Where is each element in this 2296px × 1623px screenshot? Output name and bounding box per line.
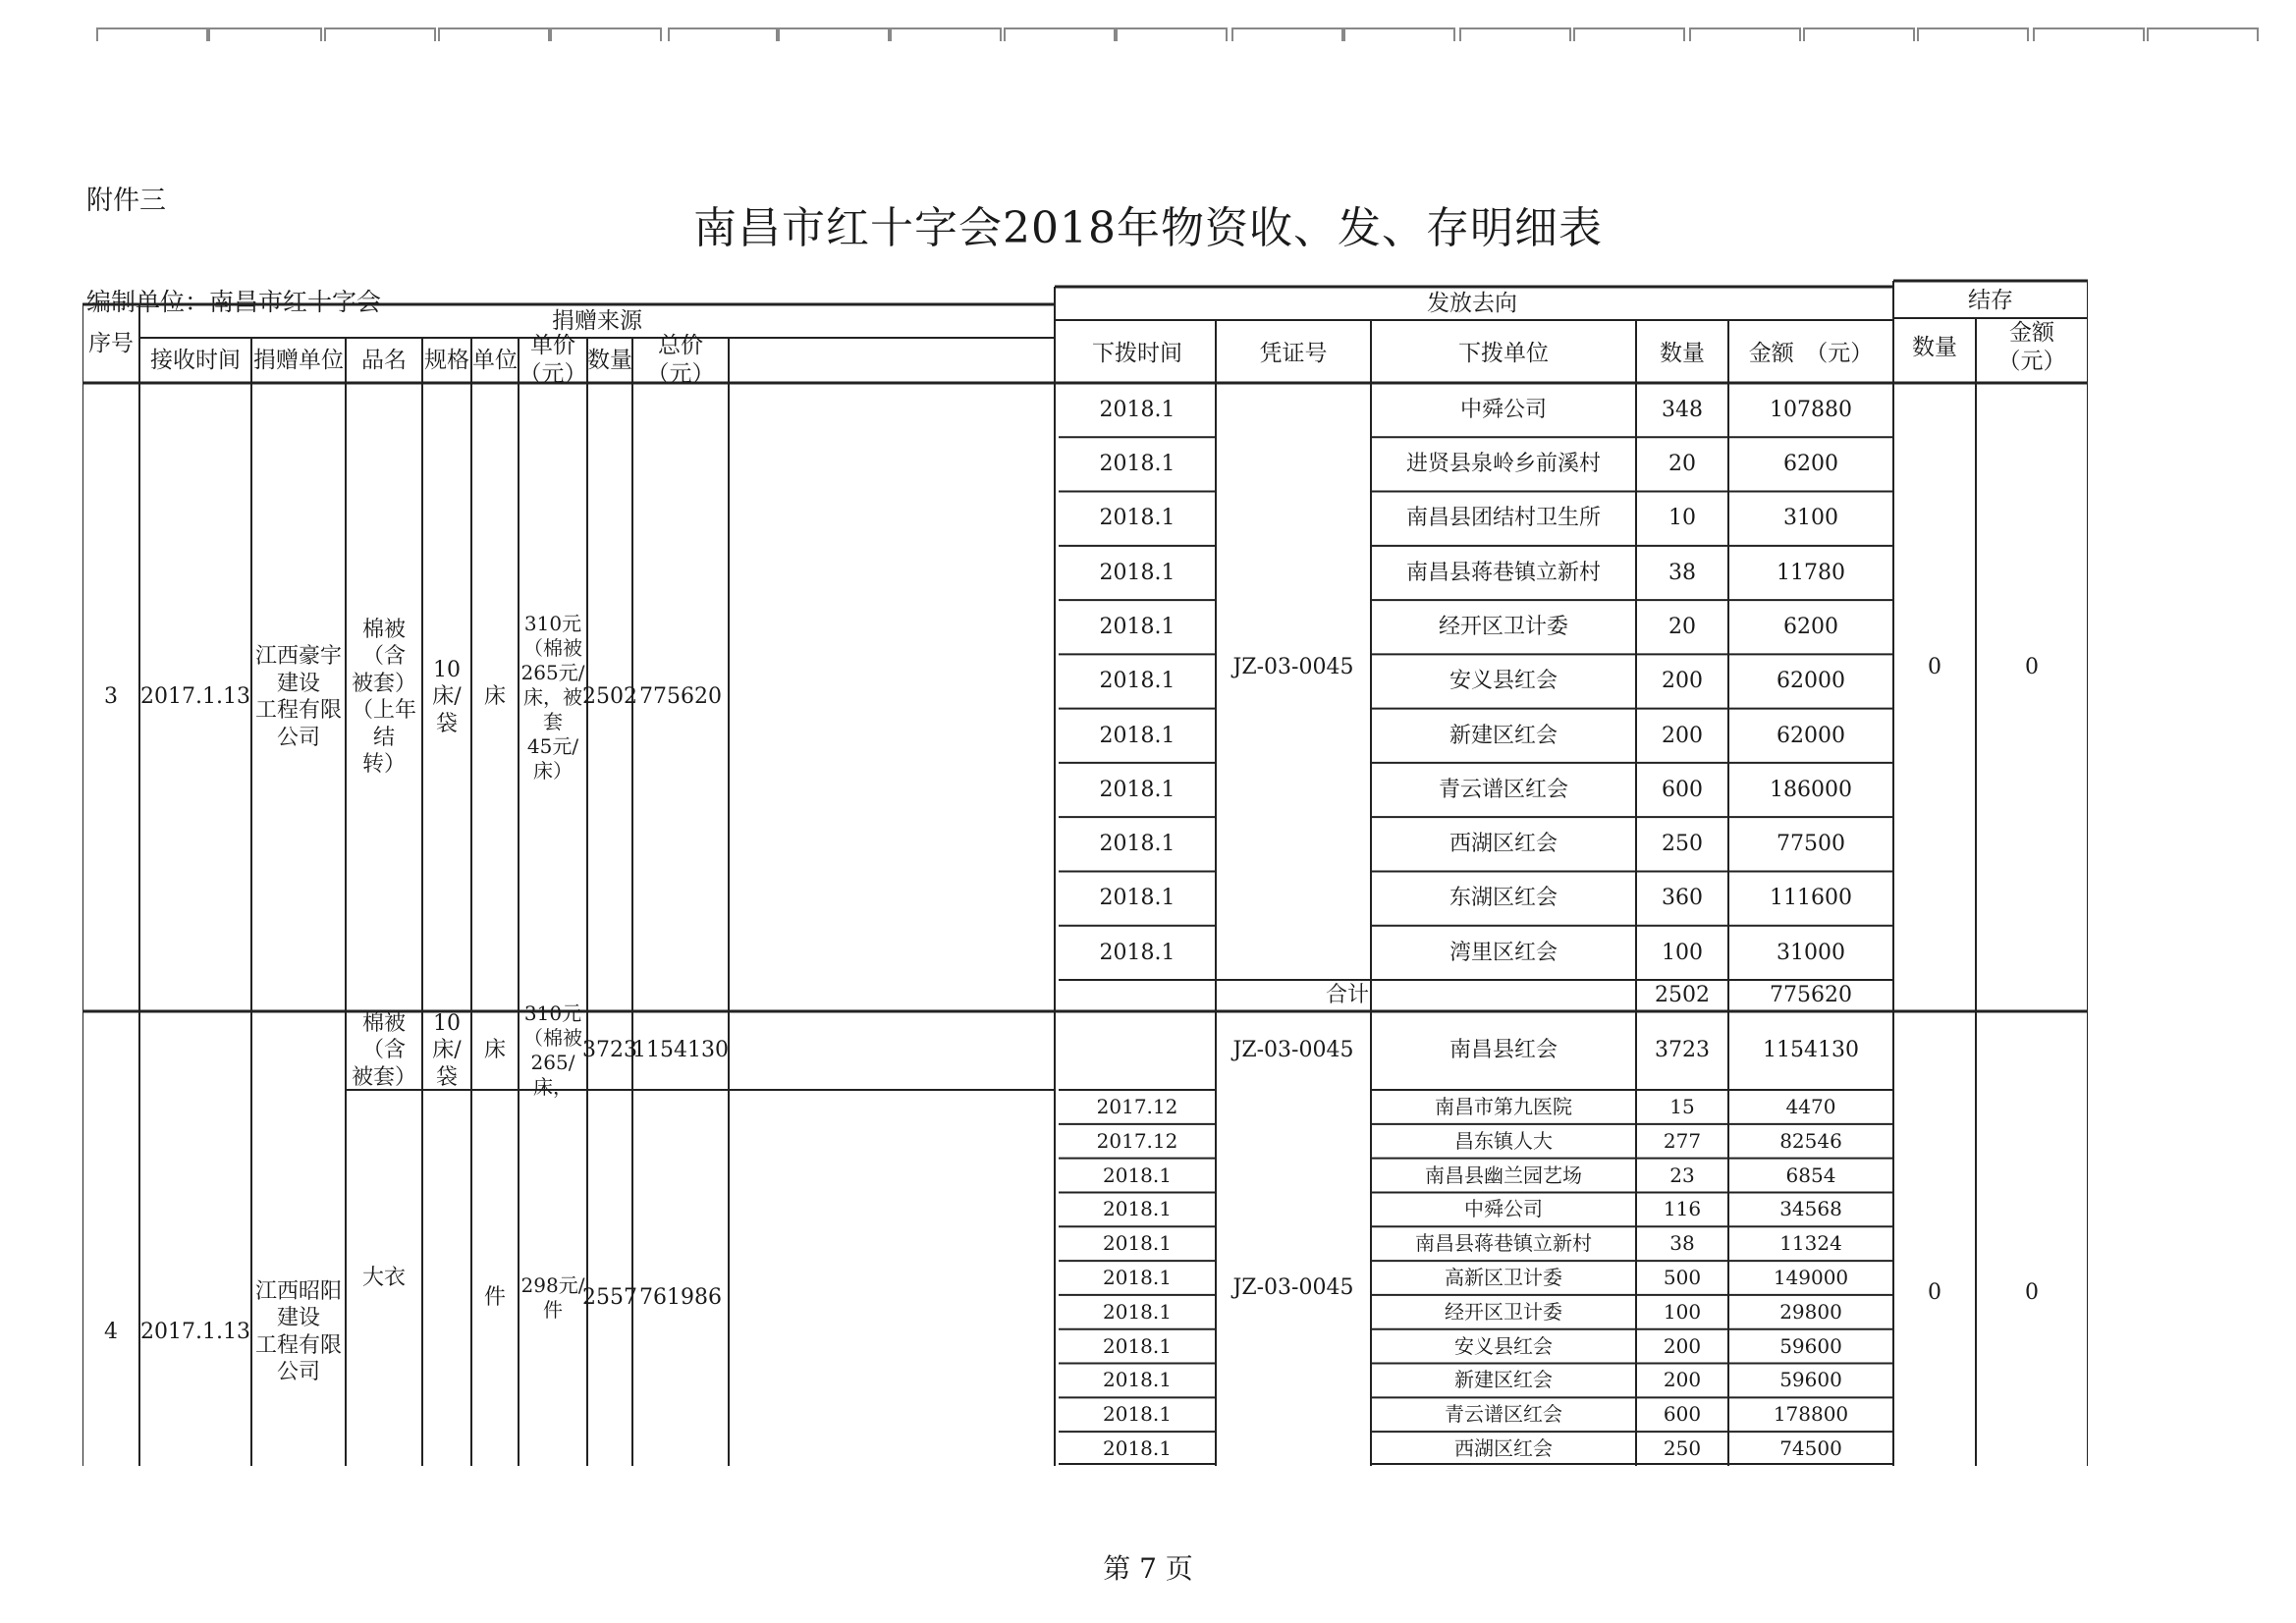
scan-dash	[890, 27, 1002, 41]
col-spec: 规格	[424, 347, 469, 373]
col-dist-amount: 金额 （元）	[1748, 340, 1874, 366]
dist-qty: 10	[1668, 506, 1696, 531]
dist-time: 2018.1	[1099, 886, 1175, 911]
dist-recipient: 西湖区红会	[1454, 1436, 1553, 1461]
record4-b-total-price: 761986	[639, 1284, 722, 1310]
record4-seq: 4	[104, 1319, 118, 1344]
dist-recipient: 湾里区红会	[1449, 940, 1558, 965]
dist-time: 2018.1	[1103, 1368, 1172, 1392]
dist-time: 2018.1	[1099, 560, 1175, 585]
dist-recipient: 南昌县幽兰园艺场	[1425, 1163, 1582, 1187]
record3-voucher: JZ-03-0045	[1232, 655, 1354, 680]
scan-dash	[668, 27, 778, 41]
dist-time: 2018.1	[1103, 1163, 1172, 1187]
dist-amount: 149000	[1773, 1265, 1849, 1289]
record3-total-label: 合计	[1325, 983, 1369, 1008]
dist-qty: 116	[1663, 1197, 1702, 1221]
col-dist-quantity: 数量	[1660, 340, 1705, 366]
page-title: 南昌市红十字会2018年物资收、发、存明细表	[693, 203, 1603, 253]
scan-dash	[438, 27, 550, 41]
dist-recipient: 高新区卫计委	[1445, 1265, 1562, 1289]
record3-seq: 3	[104, 684, 118, 710]
dist-time: 2018.1	[1103, 1265, 1172, 1289]
scan-dash	[1917, 27, 2029, 41]
dist-amount: 178800	[1773, 1402, 1849, 1427]
dist-time: 2018.1	[1099, 506, 1175, 531]
dist-amount: 6200	[1783, 614, 1838, 639]
dist-amount: 4470	[1785, 1094, 1836, 1118]
dist-recipient: 南昌县蒋巷镇立新村	[1415, 1231, 1592, 1256]
inventory-table	[82, 273, 2088, 1466]
dist-recipient: 南昌县蒋巷镇立新村	[1405, 560, 1601, 585]
dist-qty: 38	[1668, 560, 1696, 585]
record3-donor: 江西豪宇建设 工程有限公司	[254, 644, 342, 750]
dist-recipient: 东湖区红会	[1449, 886, 1558, 911]
scan-dash	[2033, 27, 2145, 41]
record4-a-voucher: JZ-03-0045	[1232, 1038, 1354, 1063]
record3-total-qty: 2502	[1655, 983, 1710, 1008]
scan-dash	[1116, 27, 1228, 41]
record3-unit-price: 310元 （棉被 265元/ 床，被套 45元/ 床）	[520, 611, 585, 783]
dist-amount: 11324	[1779, 1231, 1842, 1256]
record3-total-price: 775620	[639, 684, 722, 710]
dist-qty: 600	[1662, 777, 1703, 802]
record3-item-name: 棉被（含 被套） （上年结 转）	[351, 617, 416, 777]
record4-a-recipient: 南昌县红会	[1449, 1038, 1558, 1063]
record4-a-amount: 1154130	[1763, 1038, 1859, 1063]
compiler-unit: 编制单位：南昌市红十字会	[86, 288, 382, 316]
col-recipient: 下拨单位	[1458, 340, 1549, 366]
record4-a-qty: 3723	[1655, 1038, 1710, 1063]
col-seq: 序号	[88, 330, 134, 356]
record3-stock-quantity: 0	[1928, 655, 1941, 680]
col-unit-price: 单价 （元）	[519, 333, 587, 387]
scan-dash	[1803, 27, 1915, 41]
dist-recipient: 南昌市第九医院	[1435, 1094, 1572, 1118]
dist-time: 2018.1	[1103, 1299, 1172, 1324]
scan-dash	[324, 27, 436, 41]
dist-amount: 3100	[1783, 506, 1838, 531]
dist-time: 2018.1	[1099, 614, 1175, 639]
dist-amount: 34568	[1779, 1197, 1842, 1221]
col-unit: 单位	[472, 347, 518, 373]
dist-time: 2018.1	[1099, 777, 1175, 802]
dist-time: 2018.1	[1103, 1231, 1172, 1256]
dist-amount: 59600	[1779, 1333, 1842, 1358]
dist-qty: 600	[1663, 1402, 1702, 1427]
dist-amount: 59600	[1779, 1368, 1842, 1392]
record4-b-item-name: 大衣	[361, 1265, 406, 1290]
record4-a-quantity: 3723	[582, 1038, 637, 1063]
dist-recipient: 安义县红会	[1449, 669, 1558, 694]
col-alloc-time: 下拨时间	[1092, 340, 1182, 366]
dist-amount: 62000	[1777, 723, 1845, 748]
dist-recipient: 经开区卫计委	[1438, 614, 1568, 639]
record3-total-amount: 775620	[1770, 983, 1852, 1008]
record3-quantity: 2502	[582, 684, 637, 710]
dist-time: 2018.1	[1099, 397, 1175, 422]
dist-time: 2018.1	[1103, 1333, 1172, 1358]
record4-a-item-name: 棉被（含 被套）	[351, 1010, 416, 1090]
dist-amount: 82546	[1779, 1128, 1842, 1153]
dist-time: 2017.12	[1096, 1128, 1178, 1153]
record4-received-time: 2017.1.13	[140, 1319, 250, 1344]
dist-recipient: 中舜公司	[1459, 397, 1547, 422]
dist-time: 2018.1	[1103, 1197, 1172, 1221]
dist-recipient: 中舜公司	[1464, 1197, 1543, 1221]
dist-qty: 277	[1663, 1128, 1702, 1153]
record4-a-unit: 床	[483, 1038, 506, 1063]
dist-time: 2018.1	[1099, 832, 1175, 857]
scan-dash	[550, 27, 662, 41]
dist-recipient: 经开区卫计委	[1445, 1299, 1562, 1324]
dist-time: 2018.1	[1099, 723, 1175, 748]
dist-qty: 348	[1662, 397, 1703, 422]
dist-qty: 200	[1662, 669, 1703, 694]
dist-time: 2018.1	[1099, 452, 1175, 477]
col-stock-group: 结存	[1968, 287, 2013, 313]
dist-time: 2018.1	[1099, 940, 1175, 965]
dist-time: 2018.1	[1099, 669, 1175, 694]
col-item-name: 品名	[361, 347, 407, 373]
dist-recipient: 安义县红会	[1454, 1333, 1553, 1358]
record3-stock-amount: 0	[2025, 655, 2039, 680]
scan-dash	[1343, 27, 1455, 41]
col-stock-amount: 金额 （元）	[1997, 320, 2077, 374]
record4-b-quantity: 2557	[582, 1284, 637, 1310]
col-donor: 捐赠单位	[253, 347, 344, 373]
scan-dash	[208, 27, 322, 41]
scan-top-border	[0, 18, 2296, 47]
dist-qty: 500	[1663, 1265, 1702, 1289]
dist-amount: 74500	[1779, 1436, 1842, 1461]
col-source-group: 捐赠来源	[552, 307, 642, 334]
record3-received-time: 2017.1.13	[140, 684, 250, 710]
dist-amount: 111600	[1770, 886, 1852, 911]
scan-dash	[778, 27, 890, 41]
record4-donor: 江西昭阳建设 工程有限公司	[254, 1278, 342, 1384]
dist-qty: 200	[1662, 723, 1703, 748]
scan-dash	[1231, 27, 1343, 41]
dist-qty: 250	[1663, 1436, 1702, 1461]
record4-a-unit-price: 310元 （棉被 265/床，	[523, 1001, 582, 1099]
col-stock-quantity: 数量	[1912, 334, 1957, 360]
dist-qty: 20	[1668, 452, 1696, 477]
col-received-time: 接收时间	[150, 347, 241, 373]
record4-a-total-price: 1154130	[632, 1038, 729, 1063]
col-voucher: 凭证号	[1259, 340, 1328, 366]
record3-unit: 床	[483, 684, 506, 710]
scan-dash	[1004, 27, 1116, 41]
dist-amount: 186000	[1770, 777, 1852, 802]
record4-stock-amount: 0	[2025, 1279, 2039, 1305]
page-number: 第 7 页	[1103, 1552, 1193, 1585]
dist-qty: 250	[1662, 832, 1703, 857]
scan-dash	[2147, 27, 2259, 41]
dist-qty: 200	[1663, 1333, 1702, 1358]
dist-qty: 100	[1663, 1299, 1702, 1324]
dist-recipient: 青云谱区红会	[1445, 1402, 1562, 1427]
dist-qty: 38	[1669, 1231, 1695, 1256]
dist-qty: 23	[1669, 1163, 1695, 1187]
record3-spec: 10床/ 袋	[432, 657, 462, 736]
col-total-price: 总价（元）	[646, 333, 715, 387]
dist-recipient: 进贤县泉岭乡前溪村	[1405, 452, 1601, 477]
annex-label: 附件三	[86, 186, 166, 216]
record4-stock-quantity: 0	[1928, 1279, 1941, 1305]
dist-qty: 200	[1663, 1368, 1702, 1392]
dist-recipient: 新建区红会	[1449, 723, 1558, 748]
record4-b-unit-price: 298元/件	[520, 1272, 585, 1322]
record4-b-unit: 件	[483, 1284, 506, 1310]
dist-time: 2018.1	[1103, 1402, 1172, 1427]
scan-dash	[1459, 27, 1571, 41]
scan-dash	[96, 27, 208, 41]
record4-b-voucher: JZ-03-0045	[1232, 1274, 1354, 1300]
dist-qty: 20	[1668, 614, 1696, 639]
scan-dash	[1573, 27, 1685, 41]
dist-recipient: 青云谱区红会	[1438, 777, 1568, 802]
dist-time: 2017.12	[1096, 1094, 1178, 1118]
col-quantity: 数量	[587, 347, 632, 373]
dist-qty: 360	[1662, 886, 1703, 911]
dist-amount: 31000	[1777, 940, 1845, 965]
dist-qty: 15	[1669, 1094, 1695, 1118]
dist-time: 2018.1	[1103, 1436, 1172, 1461]
scan-dash	[1689, 27, 1801, 41]
dist-amount: 6854	[1785, 1163, 1836, 1187]
dist-amount: 107880	[1770, 397, 1852, 422]
dist-amount: 77500	[1777, 832, 1845, 857]
dist-recipient: 南昌县团结村卫生所	[1405, 506, 1601, 531]
dist-recipient: 昌东镇人大	[1454, 1128, 1553, 1153]
dist-amount: 6200	[1783, 452, 1838, 477]
record4-a-spec: 10床/ 袋	[432, 1010, 462, 1090]
dist-amount: 62000	[1777, 669, 1845, 694]
dist-amount: 29800	[1779, 1299, 1842, 1324]
col-dist-group: 发放去向	[1427, 290, 1517, 316]
dist-qty: 100	[1662, 940, 1703, 965]
dist-recipient: 西湖区红会	[1449, 832, 1558, 857]
dist-recipient: 新建区红会	[1454, 1368, 1553, 1392]
dist-amount: 11780	[1777, 560, 1845, 585]
